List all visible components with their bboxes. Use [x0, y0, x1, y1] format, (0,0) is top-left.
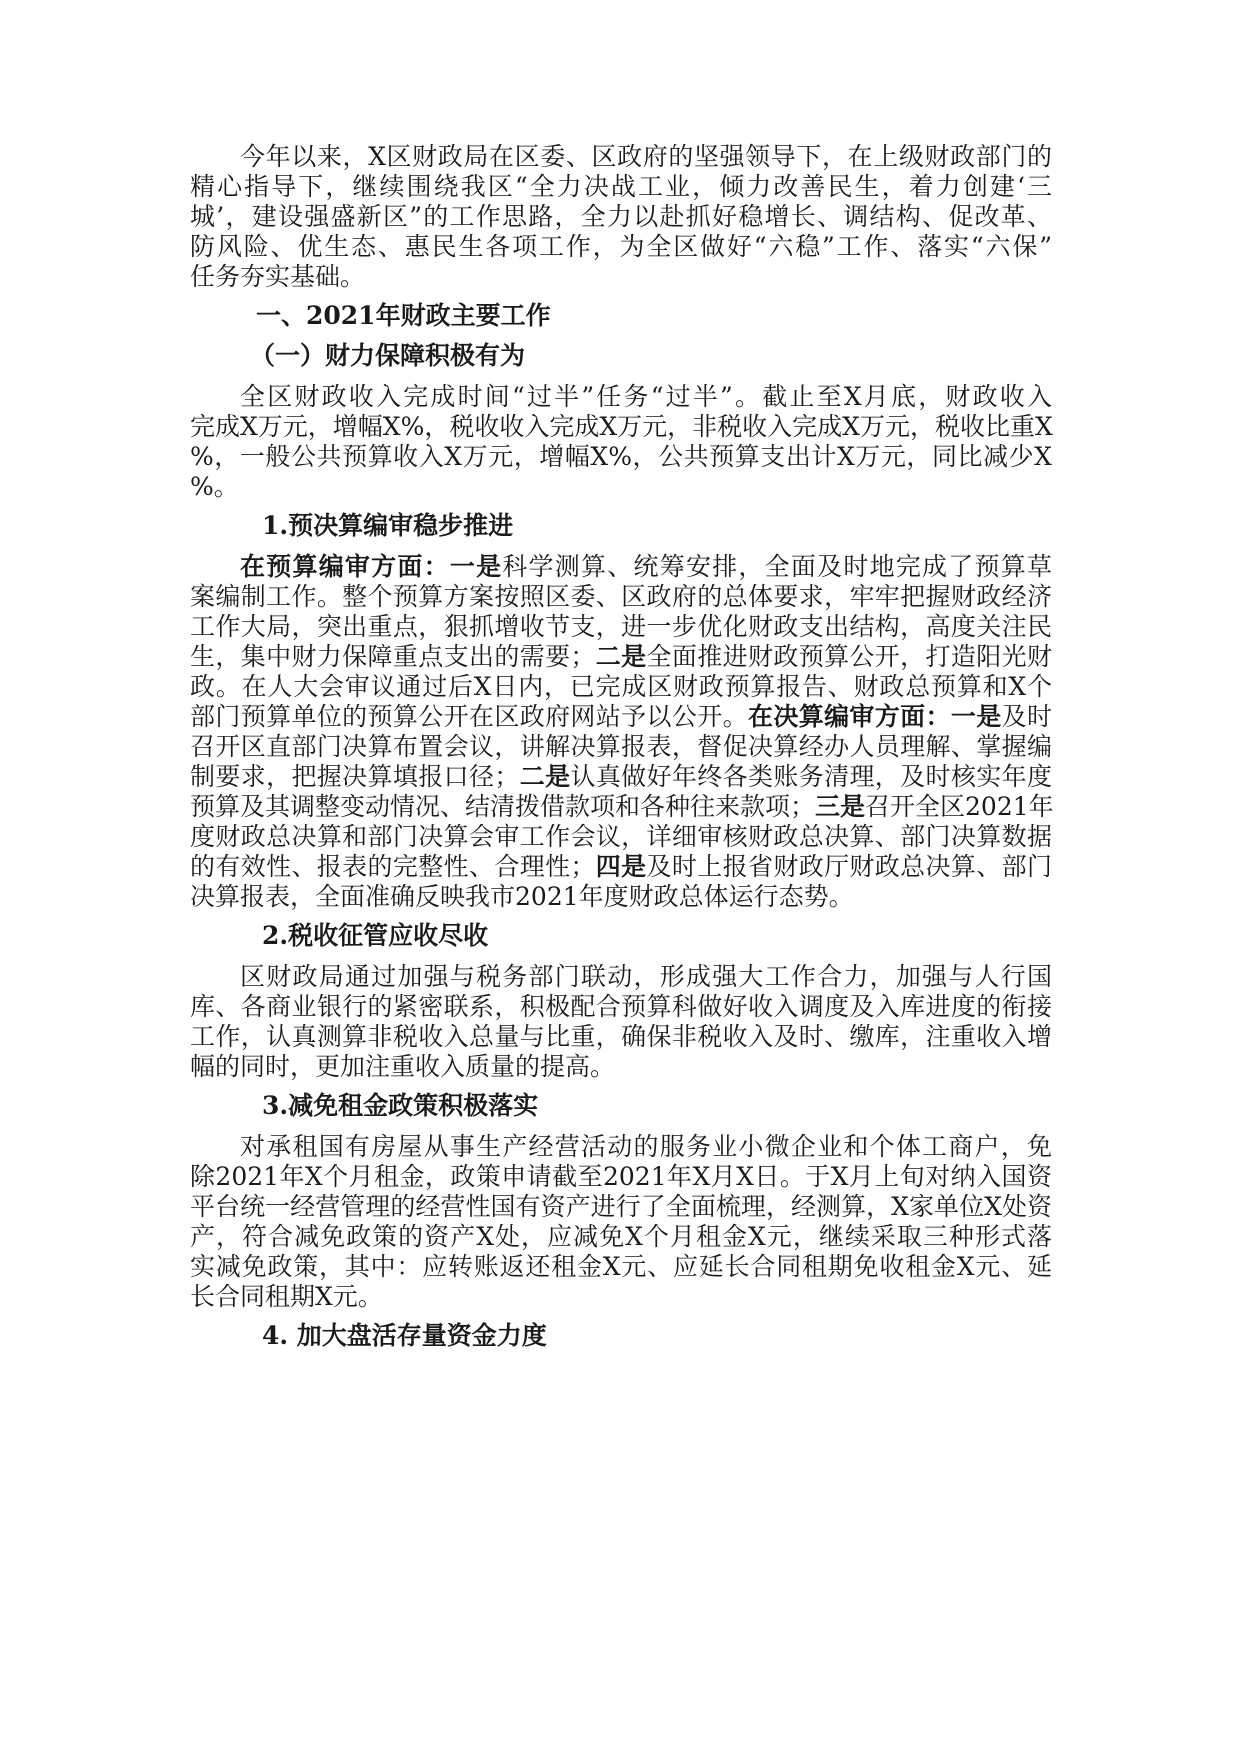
text-segment: 区财政局通过加强与税务部门联动，形成强大工作合力，加强与人行国 — [240, 962, 1052, 991]
text-line — [190, 1252, 1052, 1282]
text-line — [190, 732, 1052, 762]
text-line — [190, 412, 1052, 442]
bold-text: 三是 — [815, 792, 866, 821]
text-segment: 工作大局，突出重点，狠抓增收节支，进一步优化财政支出结构，高度关注民 — [190, 612, 1052, 641]
text-line — [190, 672, 1052, 702]
text-line — [190, 142, 1052, 172]
text-segment: 工作，认真测算非税收入总量与比重，确保非税收入及时、缴库，注重收入增 — [190, 1022, 1052, 1051]
subsection-heading: （一）财力保障积极有为 — [250, 341, 526, 370]
text-line — [190, 172, 1052, 202]
text-segment: 部门预算单位的预算公开在区政府网站予以公开。 — [190, 702, 748, 731]
text-segment: 预算及其调整变动情况、结清拨借款项和各种往来款项； — [190, 792, 816, 821]
text-segment: 实减免政策，其中：应转账返还租金X元、应延长合同租期免收租金X元、延 — [190, 1252, 1052, 1281]
text-line — [190, 382, 1052, 412]
item-heading-4: 4. 加大盘活存量资金力度 — [262, 1321, 547, 1350]
paragraph-budget — [190, 552, 1052, 912]
text-line — [190, 1132, 1052, 1162]
paragraph-tax — [190, 962, 1052, 1082]
text-line — [190, 552, 1052, 582]
text-segment: 案编制工作。整个预算方案按照区委、区政府的总体要求，牢牢把握财政经济 — [190, 582, 1052, 611]
text-segment: %，一般公共预算收入X万元，增幅X%，公共预算支出计X万元，同比减少X — [190, 442, 1052, 471]
text-segment: 产，符合减免政策的资产X处，应减免X个月租金X元，继续采取三种形式落 — [190, 1222, 1052, 1251]
document-page — [190, 142, 1052, 1352]
text-line — [190, 792, 1052, 822]
bold-text: 二是 — [519, 762, 571, 791]
text-line — [190, 262, 1052, 292]
text-line — [190, 1052, 1052, 1082]
text-segment: 科学测算、统筹安排，全面及时地完成了预算草 — [502, 552, 1052, 581]
text-line — [190, 1022, 1052, 1052]
text-segment: 除2021年X个月租金，政策申请截至2021年X月X日。于X月上旬对纳入国资 — [190, 1162, 1052, 1191]
text-line — [190, 762, 1052, 792]
text-segment: 度财政总决算和部门决算会审工作会议，详细审核财政总决算、部门决算数据 — [190, 822, 1052, 851]
text-line — [190, 232, 1052, 262]
text-line — [190, 442, 1052, 472]
bold-text: 在预算编审方面：一是 — [240, 552, 503, 581]
text-segment: 完成X万元，增幅X%，税收收入完成X万元，非税收入完成X万元，税收比重X — [190, 412, 1053, 441]
text-line — [190, 582, 1052, 612]
text-segment: 生，集中财力保障重点支出的需要； — [190, 642, 596, 671]
text-line — [190, 202, 1052, 232]
item-heading-1: 1.预决算编审稳步推进 — [262, 511, 514, 540]
paragraph-intro — [190, 142, 1052, 292]
bold-text: 四是 — [595, 852, 647, 881]
text-line — [190, 992, 1052, 1022]
text-line — [190, 962, 1052, 992]
text-segment: 任务夯实基础。 — [190, 262, 366, 291]
text-segment: 库、各商业银行的紧密联系，积极配合预算科做好收入调度及入库进度的衔接 — [190, 992, 1052, 1021]
text-segment: 政。在人大会审议通过后X日内，已完成区财政预算报告、财政总预算和X个 — [190, 672, 1052, 701]
text-segment: 防风险、优生态、惠民生各项工作，为全区做好“六稳”工作、落实“六保” — [190, 232, 1052, 261]
text-segment: 对承租国有房屋从事生产经营活动的服务业小微企业和个体工商户，免 — [240, 1132, 1052, 1161]
text-line — [190, 472, 1052, 502]
text-segment: 召开区直部门决算布置会议，讲解决算报表，督促决算经办人员理解、掌握编 — [190, 732, 1052, 761]
text-segment: 幅的同时，更加注重收入质量的提高。 — [190, 1052, 616, 1081]
text-segment: 的有效性、报表的完整性、合理性； — [190, 852, 596, 881]
text-segment: 平台统一经营管理的经营性国有资产进行了全面梳理，经测算，X家单位X处资 — [190, 1192, 1052, 1221]
text-segment: 城’，建设强盛新区”的工作思路，全力以赴抓好稳增长、调结构、促改革、 — [190, 202, 1052, 231]
text-segment: 及时上报省财政厅财政总决算、部门 — [646, 852, 1052, 881]
text-line — [190, 1162, 1052, 1192]
text-line — [190, 882, 1052, 912]
text-line — [190, 1192, 1052, 1222]
text-segment: 长合同租期X元。 — [190, 1282, 383, 1311]
text-segment: 全面推进财政预算公开，打造阳光财 — [646, 642, 1052, 671]
paragraph-revenue — [190, 382, 1052, 502]
text-line — [190, 642, 1052, 672]
item-heading-3: 3.减免租金政策积极落实 — [262, 1091, 539, 1120]
text-segment: 召开全区2021年 — [865, 792, 1054, 821]
text-segment: %。 — [190, 472, 239, 501]
text-segment: 决算报表，全面准确反映我市2021年度财政总体运行态势。 — [190, 882, 854, 911]
text-segment: 及时 — [1001, 702, 1052, 731]
paragraph-rent — [190, 1132, 1052, 1312]
item-heading-2: 2.税收征管应收尽收 — [262, 921, 489, 950]
text-line — [190, 1222, 1052, 1252]
bold-text: 二是 — [595, 642, 647, 671]
text-line — [190, 822, 1052, 852]
text-line — [190, 852, 1052, 882]
text-segment: 今年以来，X区财政局在区委、区政府的坚强领导下，在上级财政部门的 — [240, 142, 1052, 171]
section-heading: 一、2021年财政主要工作 — [256, 301, 551, 330]
text-segment: 制要求，把握决算填报口径； — [190, 762, 520, 791]
text-segment: 全区财政收入完成时间“过半”任务“过半”。截止至X月底，财政收入 — [240, 382, 1052, 411]
text-line — [190, 612, 1052, 642]
text-line — [190, 1282, 1052, 1312]
text-line — [190, 702, 1052, 732]
bold-text: 在决算编审方面：一是 — [747, 702, 1002, 731]
text-segment: 认真做好年终各类账务清理，及时核实年度 — [570, 762, 1052, 791]
text-segment: 精心指导下，继续围绕我区“全力决战工业，倾力改善民生，着力创建‘三 — [190, 172, 1052, 201]
